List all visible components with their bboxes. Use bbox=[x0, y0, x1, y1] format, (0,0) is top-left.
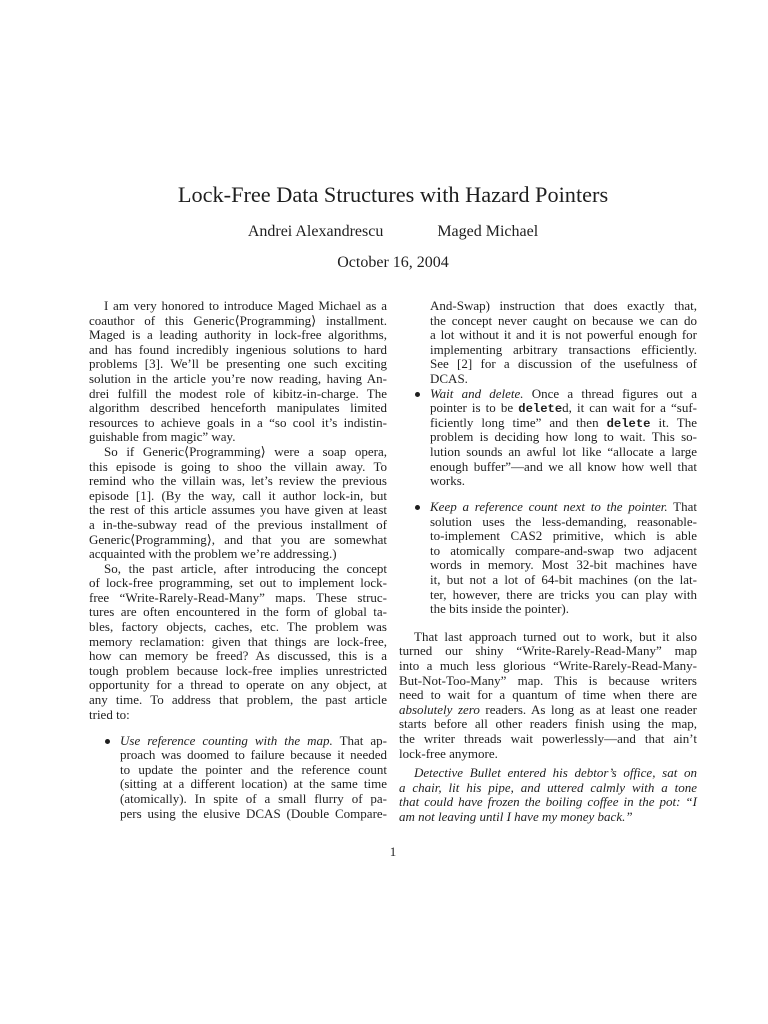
text-line: bles, factory objects, caches, etc. The problem was bbox=[89, 619, 387, 635]
text-line: and has found incredibly ingenious solutions to hard bbox=[89, 341, 387, 357]
text-line: problem is deciding how long to wait. This so- bbox=[430, 429, 697, 445]
text-line: So if Generic⟨Programming⟩ were a soap opera, bbox=[104, 443, 387, 459]
text-line: And-Swap) instruction that does exactly that, bbox=[430, 298, 697, 313]
text-segment: Once a thread figures out a bbox=[523, 385, 697, 401]
text-line bbox=[120, 734, 387, 749]
text-segment: That ap- bbox=[332, 732, 388, 748]
text-line: algorithm described henceforth manipulates limited bbox=[89, 400, 387, 416]
text-line: the bits inside the pointer). bbox=[430, 601, 570, 617]
text-line: acquainted with the problem we’re addressing.) bbox=[89, 546, 337, 562]
text-line bbox=[430, 416, 697, 431]
paragraph bbox=[89, 562, 387, 723]
text-line: lution sounds an awful lot like “allocate a large bbox=[430, 443, 697, 459]
text-line bbox=[399, 703, 697, 718]
text-line: guishable from magic” way. bbox=[89, 429, 236, 445]
text-line: enough buffer”—and we all know how well that bbox=[430, 458, 697, 474]
bullet-item bbox=[399, 387, 697, 489]
text-line: of lock-free programming, set out to implement lock- bbox=[89, 575, 387, 591]
text-line: coauthor of this Generic⟨Programming⟩ installment. bbox=[89, 312, 387, 328]
text-segment: d, it can wait for a “suf- bbox=[562, 400, 697, 416]
text-line: tough problem because lock-free implies unrestricted bbox=[89, 662, 387, 678]
bullet-item-continued bbox=[399, 298, 697, 386]
paragraph bbox=[89, 299, 387, 445]
text-line: resources to achieve goals in a “so cool it’s indistin- bbox=[89, 414, 387, 430]
paragraph bbox=[399, 766, 697, 824]
text-line: the concept never caught on because we can do bbox=[430, 312, 697, 328]
text-line: drei fulfill the modest role of kibitz-in-charge. The bbox=[89, 385, 387, 401]
code-text: delete bbox=[518, 402, 563, 417]
text-line: starts before all other readers finish using the map, bbox=[399, 716, 697, 732]
text-segment: readers. As long as at least one reader bbox=[479, 701, 697, 717]
text-line: (atomically). In spite of a small flurry of pa- bbox=[120, 790, 387, 806]
author-name: Andrei Alexandrescu bbox=[247, 223, 384, 240]
page-number: 1 bbox=[389, 844, 397, 859]
text-line: tures are often encountered in the form of global ta- bbox=[89, 604, 387, 620]
text-line: that could have frozen the boiling coffee in the pot: “I bbox=[399, 794, 697, 810]
text-line: into a much less glorious “Write-Rarely-Read-Many- bbox=[399, 658, 697, 674]
text-line bbox=[430, 401, 697, 416]
text-segment: ficiently long time” and then bbox=[430, 414, 607, 430]
paragraph bbox=[89, 445, 387, 562]
text-line: a in-the-subway read of the previous installment of bbox=[89, 516, 387, 532]
text-line: (sitting at a different location) at the same time bbox=[120, 776, 387, 792]
author-list bbox=[89, 222, 697, 242]
text-line: a lot without it and it is not powerful enough for bbox=[430, 327, 697, 343]
text-line: need to wait for a quantum of time when there are bbox=[399, 687, 697, 703]
text-line: ter, however, there are tricks you can play with bbox=[430, 586, 697, 602]
text-line: how can memory be freed? As discussed, this is a bbox=[89, 648, 387, 664]
text-line: am not leaving until I have my money back.” bbox=[399, 808, 633, 824]
text-line: solution uses the less-demanding, reasonable- bbox=[430, 513, 697, 529]
text-line: implementing arbitrary transactions efficiently. bbox=[430, 341, 697, 357]
left-column bbox=[89, 299, 387, 821]
paragraph bbox=[399, 630, 697, 761]
text-line: the writer threads wait powerlessly—and that ain’t bbox=[399, 731, 697, 747]
bullet-marker bbox=[415, 505, 420, 510]
text-line: solution in the article you’re now reading, having An- bbox=[89, 370, 387, 386]
text-line: to-implement CAS2 primitive, which is able bbox=[430, 528, 697, 544]
text-line: any time. To address that problem, the past article bbox=[89, 692, 387, 708]
text-line: remind who the villain was, let’s review the previous bbox=[89, 473, 387, 489]
paper-title: Lock-Free Data Structures with Hazard Pointers bbox=[177, 182, 609, 207]
text-line: Maged is a leading authority in lock-free algorithms, bbox=[89, 327, 387, 343]
code-text: delete bbox=[606, 416, 651, 431]
text-line: But-Not-Too-Many” map. This is because writers bbox=[399, 672, 697, 688]
text-line: to atomically compare-and-swap two adjacent bbox=[430, 542, 697, 558]
bullet-marker bbox=[415, 392, 420, 397]
italic-text: absolutely zero bbox=[399, 701, 480, 717]
text-line: episode [1]. (By the way, call it author lock-in, but bbox=[89, 487, 387, 503]
text-line: proach was doomed to failure because it needed bbox=[120, 747, 387, 763]
italic-text: Keep a reference count next to the pointer. bbox=[430, 499, 668, 515]
italic-text: Use reference counting with the map. bbox=[120, 732, 333, 748]
text-line: opportunity for a thread to operate on any object, at bbox=[89, 677, 387, 693]
text-line: it, but not a lot of 64-bit machines (on the lat- bbox=[430, 572, 697, 588]
text-line: So, the past article, after introducing the concept bbox=[104, 560, 387, 576]
text-line bbox=[430, 387, 697, 402]
text-line: Detective Bullet entered his debtor’s office, sat on bbox=[414, 765, 697, 781]
text-line: turned our shiny “Write-Rarely-Read-Many” map bbox=[399, 643, 697, 659]
text-line: That last approach turned out to work, but it also bbox=[414, 628, 697, 644]
text-line: works. bbox=[430, 473, 466, 489]
right-column bbox=[399, 299, 697, 825]
text-line: the rest of this article assumes you have given at least bbox=[89, 502, 387, 518]
paper-date: October 16, 2004 bbox=[337, 254, 449, 271]
text-line: lock-free anymore. bbox=[399, 745, 498, 761]
text-line: problems [3]. We’ll be presenting one such exciting bbox=[89, 356, 387, 372]
text-line: a chair, lit his pipe, and uttered calmly with a tone bbox=[399, 779, 697, 795]
text-line: See [2] for a discussion of the usefulness of DCAS. bbox=[430, 356, 697, 386]
text-line: free “Write-Rarely-Read-Many” maps. These struc- bbox=[89, 589, 387, 605]
text-line: tried to: bbox=[89, 706, 130, 722]
text-segment: pointer is to be bbox=[430, 400, 519, 416]
bullet-item bbox=[399, 500, 697, 617]
text-segment: it. The bbox=[650, 414, 697, 430]
text-line bbox=[430, 500, 697, 515]
bullet-item bbox=[89, 734, 387, 822]
text-line: I am very honored to introduce Maged Michael as a bbox=[104, 298, 387, 313]
bullet-marker bbox=[105, 739, 110, 744]
text-line: this episode is going to shoo the villain away. To bbox=[89, 458, 387, 474]
text-line: words in memory. Most 32-bit machines have bbox=[430, 557, 697, 573]
text-line: memory reclamation: given that things are lock-free, bbox=[89, 633, 387, 649]
text-line: pers using the elusive DCAS (Double Compare- bbox=[120, 805, 387, 821]
text-line: Generic⟨Programming⟩, and that you are somewhat bbox=[89, 531, 387, 547]
italic-text: Wait and delete. bbox=[430, 385, 524, 401]
text-line: to update the pointer and the reference count bbox=[120, 761, 387, 777]
text-segment: That bbox=[667, 499, 698, 515]
author-name: Maged Michael bbox=[437, 223, 539, 240]
